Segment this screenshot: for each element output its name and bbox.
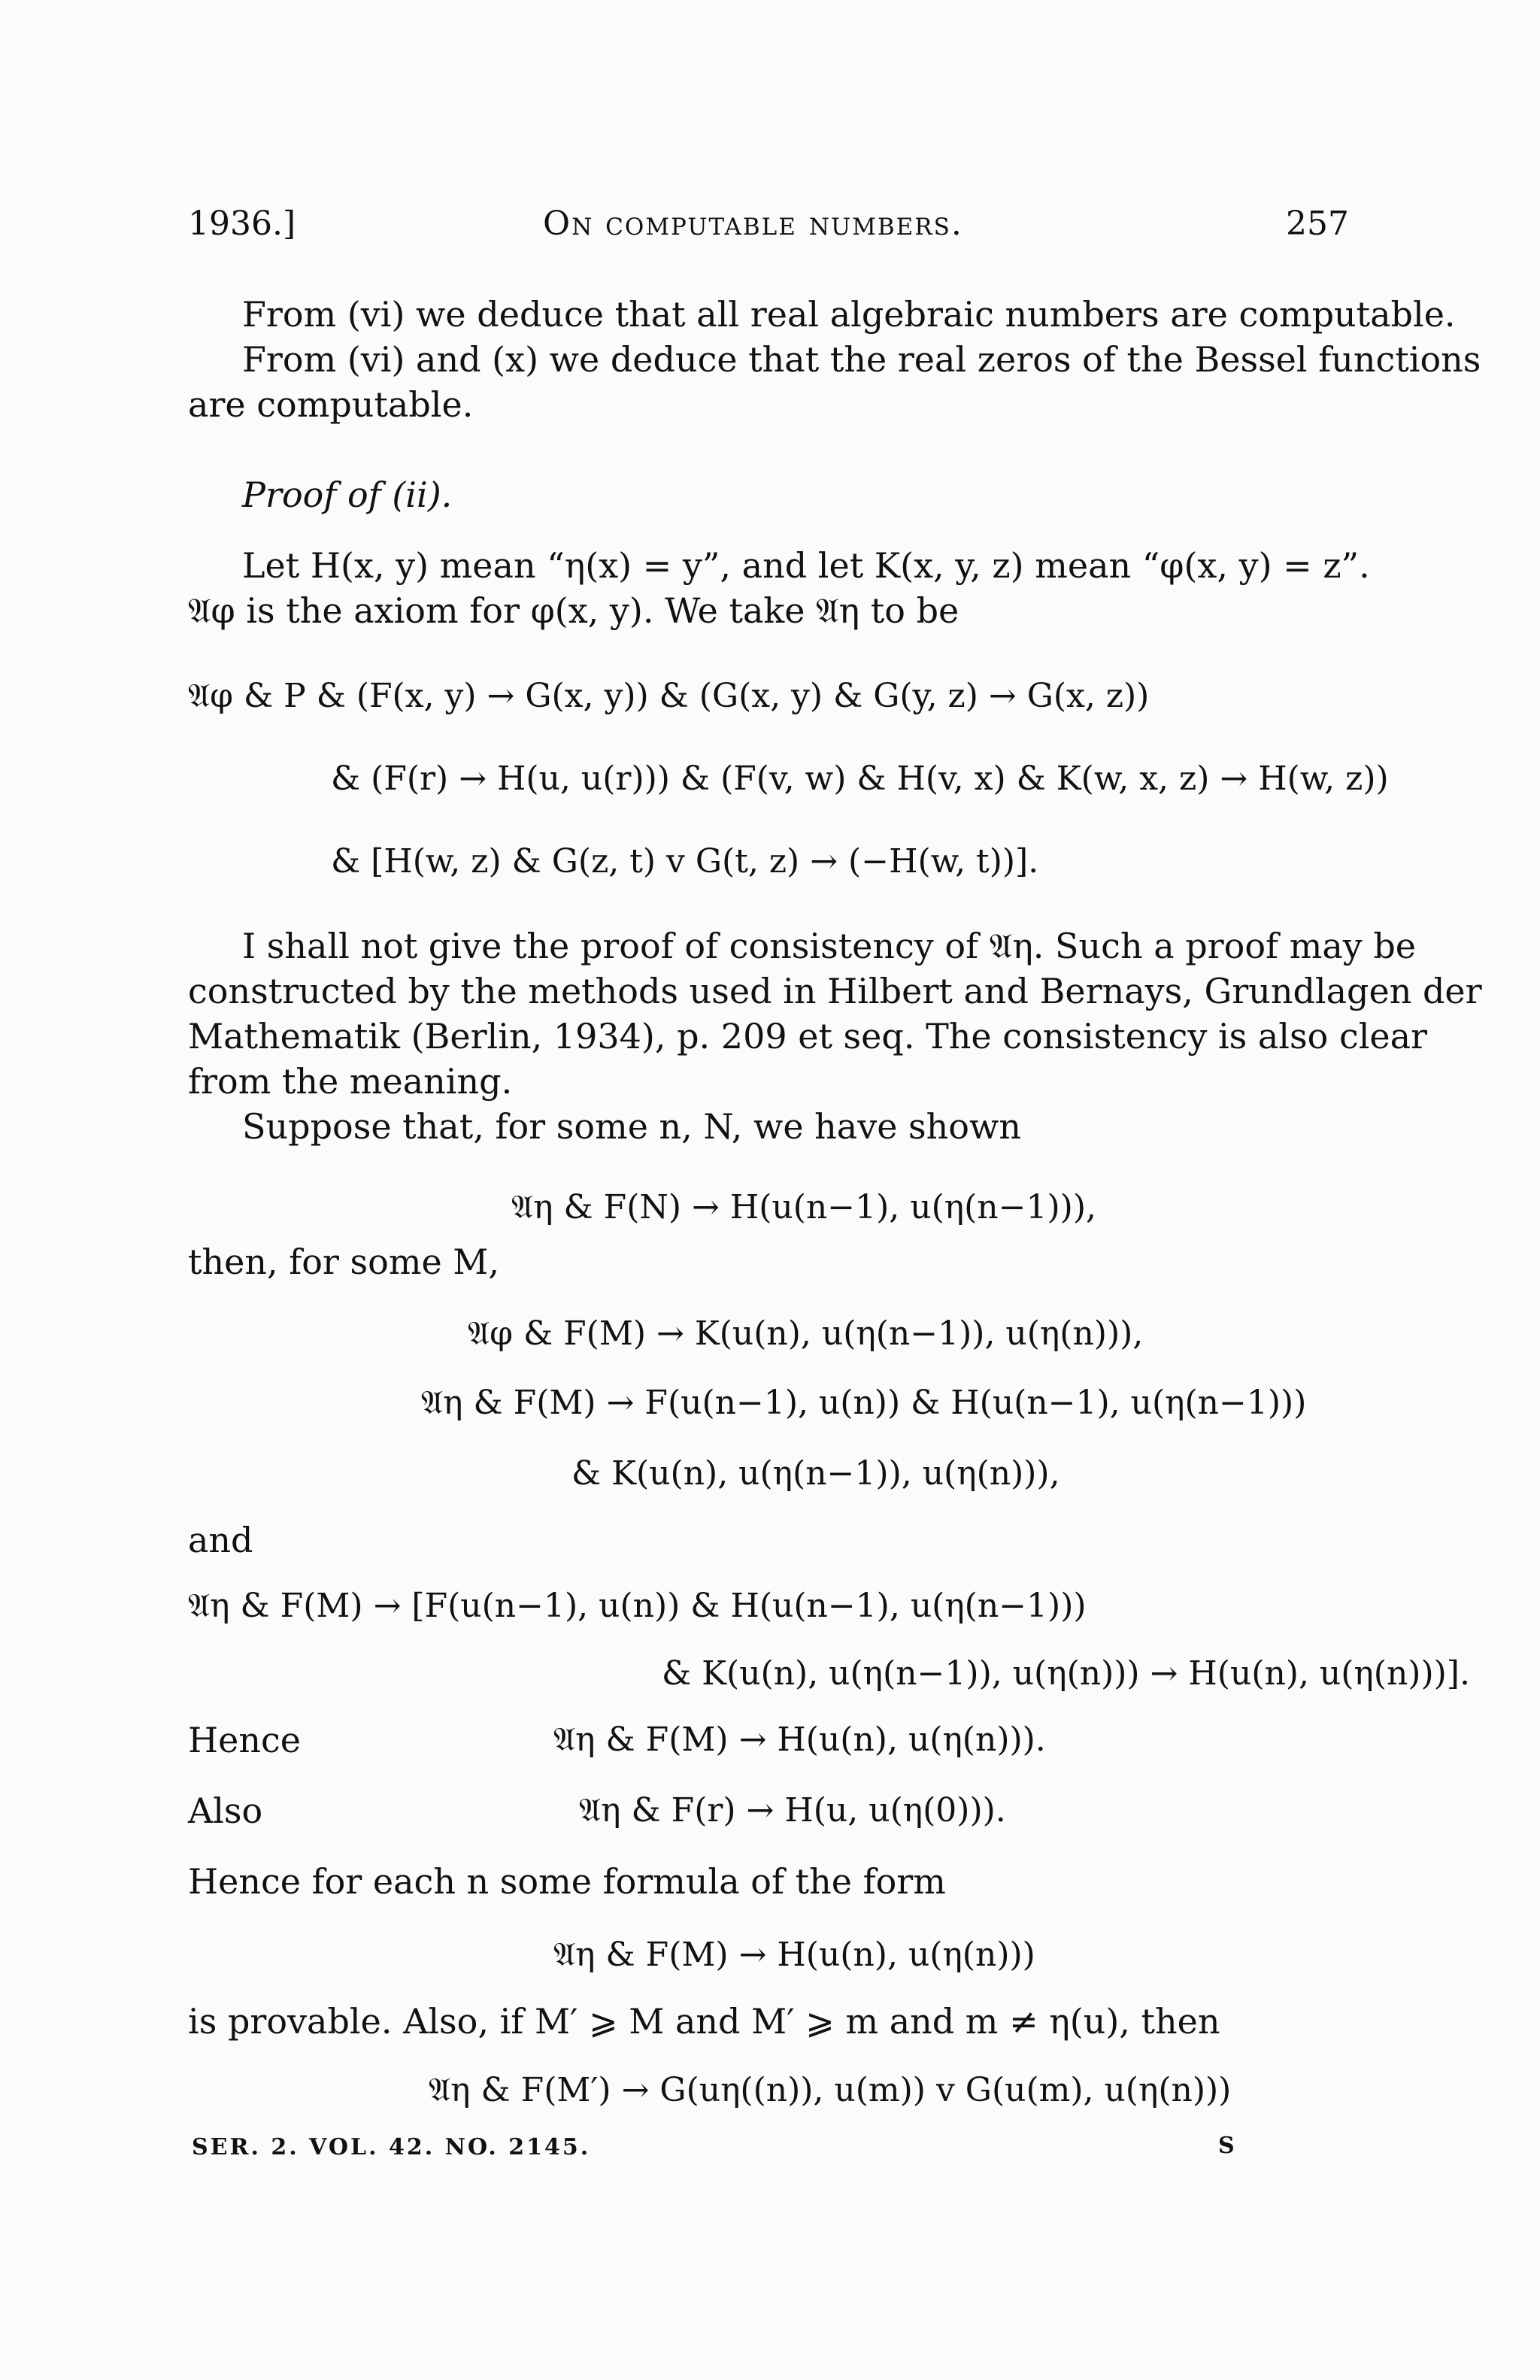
eq-form: 𝔄η & F(M) → H(u(n), u(η(n))) xyxy=(553,1936,1035,1974)
proof-heading: Proof of (ii). xyxy=(242,474,453,515)
eq-bracket-line2: & K(u(n), u(η(n−1)), u(η(n))) → H(u(n), u(η(n)))]. xyxy=(662,1654,1470,1693)
also-label: Also xyxy=(188,1790,263,1831)
footer-series: SER. 2. VOL. 42. NO. 2145. xyxy=(192,2134,591,2160)
running-title: On computable numbers. xyxy=(543,205,963,243)
para1-line3: are computable. xyxy=(188,384,474,425)
para4: Suppose that, for some n, N, we have shown xyxy=(242,1106,1021,1147)
then-text: then, for some M, xyxy=(188,1242,500,1282)
page-number: 257 xyxy=(1286,205,1349,243)
and-text: and xyxy=(188,1520,253,1560)
para6: is provable. Also, if M′ ⩾ M and M′ ⩾ m and m ≠ η(u), then xyxy=(188,2001,1220,2042)
para1-line1: From (vi) we deduce that all real algebraic numbers are computable. xyxy=(242,294,1456,335)
hence-label: Hence xyxy=(188,1720,301,1760)
header-year: 1936.] xyxy=(188,205,296,243)
eq-k-formula: 𝔄φ & F(M) → K(u(n), u(η(n−1)), u(η(n))), xyxy=(468,1314,1144,1353)
eq-f-formula-line1: 𝔄η & F(M) → F(u(n−1), u(n)) & H(u(n−1), u(η(n−1))) xyxy=(421,1384,1307,1422)
eq-f-formula-line2: & K(u(n), u(η(n−1)), u(η(n))), xyxy=(571,1454,1060,1493)
hence-eq: 𝔄η & F(M) → H(u(n), u(η(n))). xyxy=(553,1721,1046,1759)
axiom-eq-line1: 𝔄φ & P & (F(x, y) → G(x, y)) & (G(x, y) & G(y, z) → G(x, z)) xyxy=(188,677,1150,715)
para3-line3: Mathematik (Berlin, 1934), p. 209 et seq. The consistency is also clear xyxy=(188,1016,1428,1057)
para3-line4: from the meaning. xyxy=(188,1061,513,1102)
para3-line1: I shall not give the proof of consistency of 𝔄η. Such a proof may be xyxy=(242,926,1417,966)
para5: Hence for each n some formula of the form xyxy=(188,1861,946,1902)
eq-g-formula: 𝔄η & F(M′) → G(uη((n)), u(m)) v G(u(m), u(η(n))) xyxy=(429,2071,1232,2109)
axiom-eq-line2: & (F(r) → H(u, u(r))) & (F(v, w) & H(v, x) & K(w, x, z) → H(w, z)) xyxy=(331,759,1389,798)
eq-shown: 𝔄η & F(N) → H(u(n−1), u(η(n−1))), xyxy=(511,1188,1096,1226)
para3-line2: constructed by the methods used in Hilbert and Bernays, Grundlagen der xyxy=(188,971,1482,1011)
also-eq: 𝔄η & F(r) → H(u, u(η(0))). xyxy=(579,1791,1006,1830)
axiom-eq-line3: & [H(w, z) & G(z, t) v G(t, z) → (−H(w, t))]. xyxy=(331,842,1039,881)
para1-line2: From (vi) and (x) we deduce that the real zeros of the Bessel functions xyxy=(242,339,1481,380)
para2-line1: Let H(x, y) mean “η(x) = y”, and let K(x, y, z) mean “φ(x, y) = z”. xyxy=(242,545,1370,586)
footer-signature: S xyxy=(1218,2133,1237,2159)
eq-bracket-line1: 𝔄η & F(M) → [F(u(n−1), u(n)) & H(u(n−1), u(η(n−1))) xyxy=(188,1587,1087,1625)
para2-line2: 𝔄φ is the axiom for φ(x, y). We take 𝔄η to be xyxy=(188,590,959,631)
